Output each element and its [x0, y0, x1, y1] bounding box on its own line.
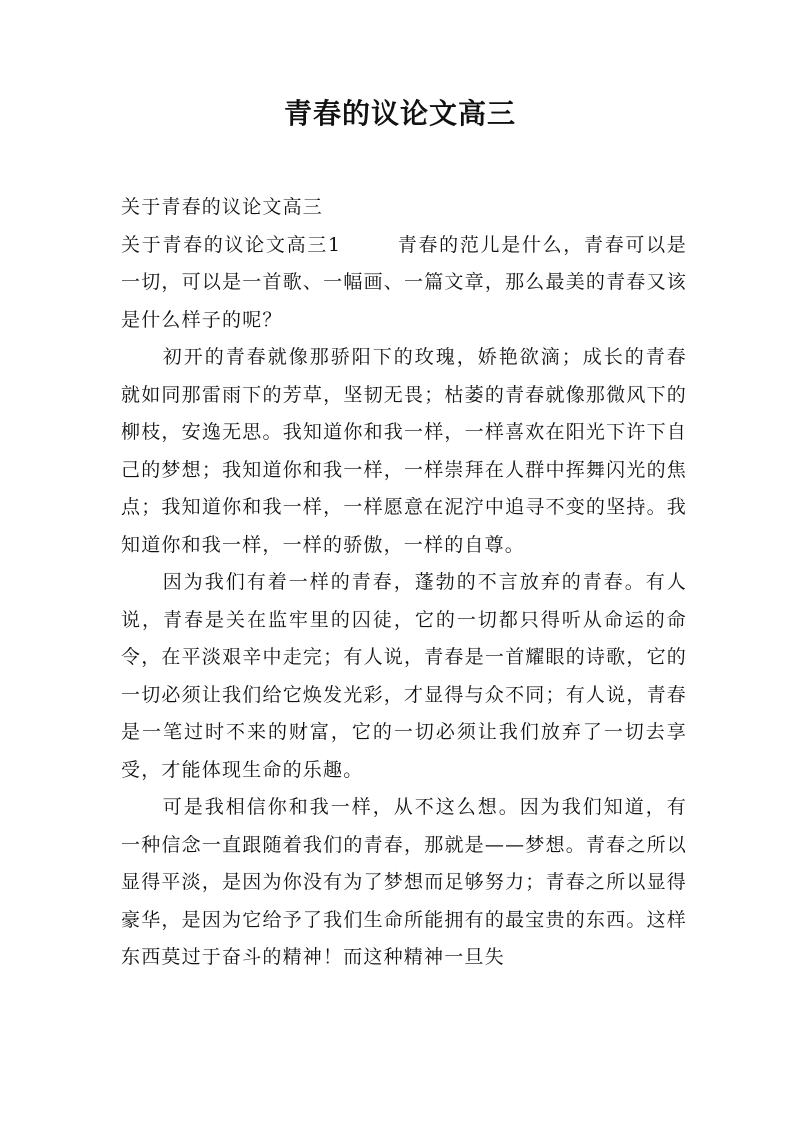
section-intro	[121, 227, 687, 340]
document-title: 青春的议论文高三	[283, 97, 516, 130]
section-label: 关于青春的议论文高三1	[121, 233, 342, 256]
document-body	[121, 189, 687, 977]
paragraph: 可是我相信你和我一样，从不这么想。因为我们知道，有一种信念一直跟随着我们的青春，那就是——梦想。青春之所以显得平淡，是因为你没有为了梦想而足够努力；青春之所以显得豪华，是因为它给予了我们生命所能拥有的最宝贵的东西。这样东西莫过于奋斗的精神！而这种精神一旦失	[121, 796, 687, 968]
paragraph: 初开的青春就像那骄阳下的玫瑰，娇艳欲滴；成长的青春就如同那雷雨下的芳草，坚韧无畏；枯萎的青春就像那微风下的柳枝，安逸无思。我知道你和我一样，一样喜欢在阳光下许下自己的梦想；我知道你和我一样，一样崇拜在人群中挥舞闪光的焦点；我知道你和我一样，一样愿意在泥泞中追寻不变的坚持。我知道你和我一样，一样的骄傲，一样的自尊。	[121, 346, 687, 556]
document-subtitle: 关于青春的议论文高三	[121, 196, 324, 218]
intro-text: 青春的范儿是什么，青春可以是一切，可以是一首歌、一幅画、一篇文章，那么最美的青春又该是什么样子的呢？	[121, 233, 687, 331]
paragraph: 因为我们有着一样的青春，蓬勃的不言放弃的青春。有人说，青春是关在监牢里的囚徒，它的一切都只得听从命运的命令，在平淡艰辛中走完；有人说，青春是一首耀眼的诗歌，它的一切必须让我们给它焕发光彩，才显得与众不同；有人说，青春是一笔过时不来的财富，它的一切必须让我们放弃了一切去享受，才能体现生命的乐趣。	[121, 571, 687, 781]
